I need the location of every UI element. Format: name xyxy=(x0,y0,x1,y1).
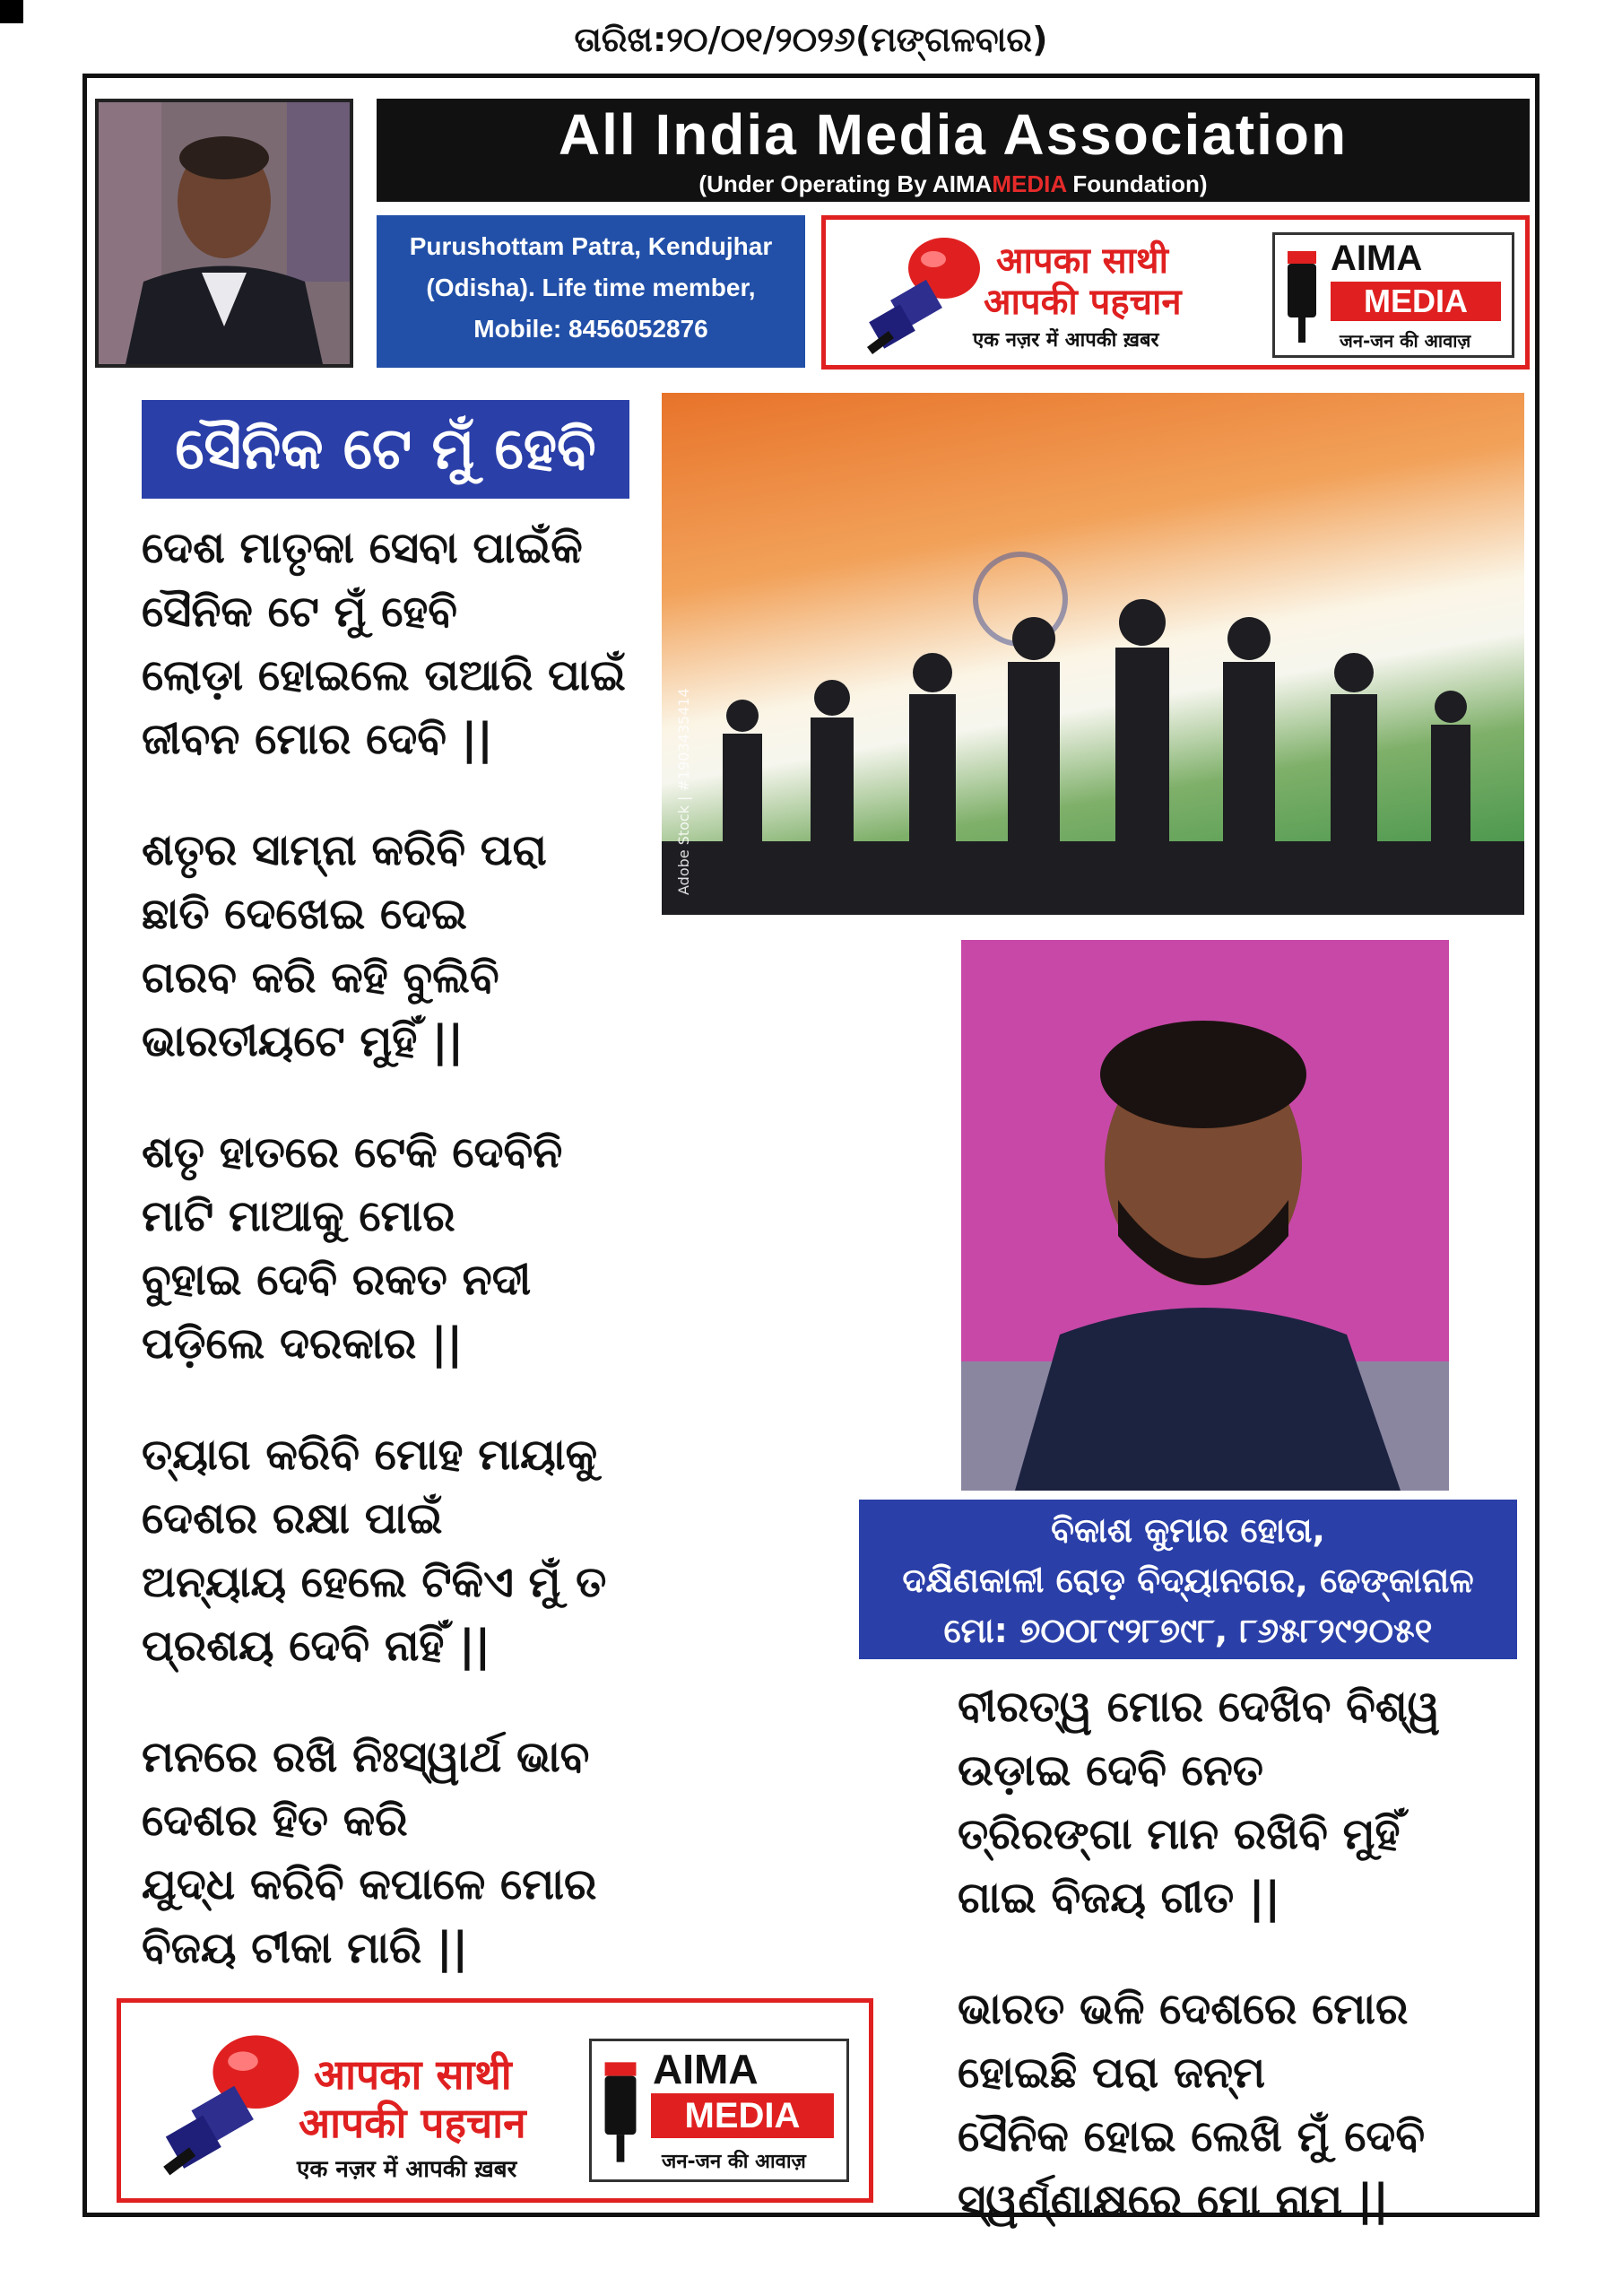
stanza-3 xyxy=(142,1121,626,1376)
member-line-1: Purushottam Patra, Kendujhar xyxy=(409,232,773,260)
logo-media-text: MEDIA xyxy=(651,2093,834,2138)
ad-slogan-line-2: आपकी पहचान xyxy=(984,282,1182,323)
member-portrait-illustration xyxy=(99,102,350,364)
logo-media-text: MEDIA xyxy=(1331,282,1501,321)
poem-line: ଅନ୍ୟାୟ ହେଲେ ଟିକିଏ ମୁଁ ତ xyxy=(142,1557,607,1607)
poem-line: ବୁହାଇ ଦେବି ରକତ ନଦୀ xyxy=(142,1255,532,1305)
logo-mic-icon xyxy=(1282,244,1322,350)
date-line: ତାରିଖ:୨୦/୦୧/୨୦୨୬(ମଙ୍ଗଳବାର) xyxy=(574,20,1048,59)
poem-line: ଜୀବନ ମୋର ଦେବି || xyxy=(142,714,493,764)
author-photo xyxy=(961,940,1449,1491)
poem-line: ଦେଶ ମାତୃକା ସେବା ପାଇଁକି xyxy=(142,523,583,573)
stanza-5 xyxy=(142,1726,626,1980)
poem-line: ଶତୃ ହାତରେ ଟେକି ଦେବିନି xyxy=(142,1127,563,1178)
poem-line: ଲୋଡ଼ା ହୋଇଲେ ତାଆରି ପାଇଁ xyxy=(142,650,626,700)
poem-line: ସୈନିକ ହୋଇ ଲେଖି ମୁଁ ଦେବି xyxy=(958,2111,1426,2161)
author-phone: ମୋ: ୭୦୦୮୯୨୮୭୯୮, ୮୬୫୮୨୯୨୦୫୧ xyxy=(943,1611,1433,1650)
poem-line: ମନରେ ରଖି ନିଃସ୍ୱାର୍ଥ ଭାବ xyxy=(142,1732,590,1782)
subtitle-highlight: MEDIA xyxy=(992,170,1067,197)
poem-line: ତ୍ରିରଙ୍ଗା ମାନ ରଖିବି ମୁହିଁ xyxy=(958,1809,1401,1859)
member-photo xyxy=(95,99,353,368)
poem-left-column xyxy=(142,517,626,2028)
poem-line: ଗାଇ ବିଜୟ ଗୀତ || xyxy=(958,1873,1280,1923)
member-line-3: Mobile: 8456052876 xyxy=(473,315,708,343)
ad-slogan-line-2: आपकी पहचान xyxy=(299,2099,526,2147)
poem-line: ତ୍ୟାଗ କରିବି ମୋହ ମାୟାକୁ xyxy=(142,1430,598,1480)
aima-media-ad-top xyxy=(821,215,1530,370)
association-subtitle xyxy=(377,170,1530,197)
ad-slogan-line-3: एक नज़र में आपकी ख़बर xyxy=(297,2156,517,2183)
subtitle-post: Foundation) xyxy=(1066,170,1208,197)
member-line-2: (Odisha). Life time member, xyxy=(426,274,756,301)
soldiers-flag-image xyxy=(662,393,1524,915)
poem-line: ଉଡ଼ାଇ ଦେବି ନେତ xyxy=(958,1745,1264,1796)
ad-slogan-line-1: आपका साथी xyxy=(314,2050,512,2099)
stanza-7 xyxy=(958,1978,1440,2232)
logo-aima-text: AIMA xyxy=(1331,239,1423,278)
poem-right-column xyxy=(958,1675,1440,2280)
stanza-2 xyxy=(142,819,626,1074)
poem-line: ଦେଶର ରକ୍ଷା ପାଇଁ xyxy=(142,1493,443,1544)
logo-aima-text: AIMA xyxy=(653,2046,759,2092)
aima-media-ad-bottom xyxy=(117,1998,873,2203)
poem-line: ବିଜୟ ଟୀକା ମାରି || xyxy=(142,1923,469,1973)
ad-slogan-line-3: एक नज़र में आपकी ख़बर xyxy=(973,329,1159,352)
microphone-icon xyxy=(157,2022,318,2184)
saluting-soldiers-silhouette xyxy=(662,393,1524,915)
aima-media-logo xyxy=(1272,232,1514,358)
stanza-4 xyxy=(142,1423,626,1678)
poem-line: ଗରବ କରି କହି ବୁଲିବି xyxy=(142,952,499,1003)
author-name: ବିକାଶ କୁମାର ହୋତା, xyxy=(1051,1510,1325,1550)
author-address: ଦକ୍ଷିଣକାଳୀ ରୋଡ଼ ବିଦ୍ୟାନଗର, ଢେଙ୍କାନାଳ xyxy=(902,1561,1474,1600)
poem-line: ମାଟି ମାଆକୁ ମୋର xyxy=(142,1191,455,1241)
stanza-6 xyxy=(958,1675,1440,1930)
author-portrait-illustration xyxy=(961,940,1449,1491)
association-title: All India Media Association xyxy=(558,102,1349,167)
stanza-1 xyxy=(142,517,626,771)
ad-slogan-line-1: आपका साथी xyxy=(996,240,1168,282)
poem-line: ଯୁଦ୍ଧ କରିବି କପାଳେ ମୋର xyxy=(142,1859,597,1909)
logo-tagline: जन-जन की आवाज़ xyxy=(662,2151,806,2173)
association-banner xyxy=(377,99,1530,202)
poem-title: ସୈନିକ ଟେ ମୁଁ ହେବି xyxy=(142,400,629,499)
member-info-box xyxy=(377,215,805,368)
poem-line: ବୀରତ୍ୱ ମୋର ଦେଖିବ ବିଶ୍ୱ xyxy=(958,1682,1440,1732)
poem-line: ଦେଶର ହିତ କରି xyxy=(142,1796,408,1846)
stock-watermark: Adobe Stock | #1903435414 xyxy=(675,688,692,895)
poem-line: ପଡ଼ିଲେ ଦରକାର || xyxy=(142,1318,463,1369)
poem-line: ଶତୃର ସାମ୍ନା କରିବି ପରା xyxy=(142,825,547,875)
logo-tagline: जन-जन की आवाज़ xyxy=(1340,330,1471,352)
subtitle-pre: (Under Operating By AIMA xyxy=(698,170,993,197)
poem-line: ସୈନିକ ଟେ ମୁଁ ହେବି xyxy=(142,587,458,637)
poem-line: ଭାରତୀୟଟେ ମୁହିଁ || xyxy=(142,1016,464,1066)
poem-line: ପ୍ରଶୟ ଦେବି ନାହିଁ || xyxy=(142,1621,491,1671)
poem-line: ଛାତି ଦେଖେଇ ଦେଇ xyxy=(142,889,467,939)
logo-mic-icon xyxy=(599,2052,642,2172)
poem-line: ସ୍ୱର୍ଣ୍ଣାକ୍ଷରେ ମୋ ନାମ || xyxy=(958,2175,1389,2225)
poem-line: ହୋଇଛି ପରା ଜନ୍ମ xyxy=(958,2048,1265,2098)
aima-media-logo xyxy=(589,2039,849,2182)
author-info-box xyxy=(859,1500,1517,1659)
poem-line: ଭାରତ ଭଳି ଦେଶରେ ମୋର xyxy=(958,1984,1409,2034)
